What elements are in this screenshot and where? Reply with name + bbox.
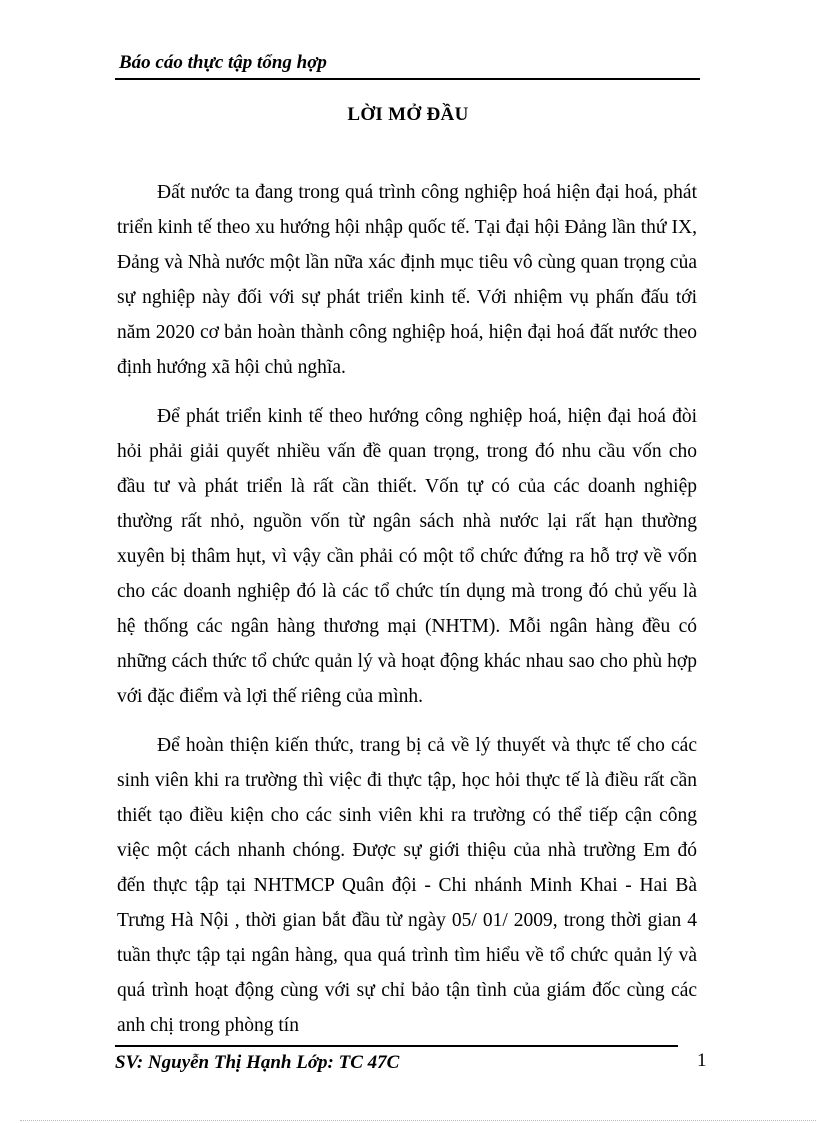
page-number: 1: [697, 1050, 707, 1071]
footer-divider: [115, 1045, 678, 1047]
paragraph-1: Đất nước ta đang trong quá trình công nghiệp hoá hiện đại hoá, phát triển kinh tế theo xu hướng hội nhập quốc tế. Tại đại hội Đảng lần thứ IX, Đảng và Nhà nước một lần nữa xác định mục tiêu vô cùng quan trọng của sự nghiệp này đối với sự phát triển kinh tế. Với nhiệm vụ phấn đấu tới năm 2020 cơ bản hoàn thành công nghiệp hoá, hiện đại hoá đất nước theo định hướng xã hội chủ nghĩa.: [117, 182, 697, 378]
document-heading: LỜI MỞ ĐẦU: [347, 104, 469, 125]
paragraph-3: Để hoàn thiện kiến thức, trang bị cả về lý thuyết và thực tế cho các sinh viên khi ra trường thì việc đi thực tập, học hỏi thực tế là điều rất cần thiết tạo điều kiện cho các sinh viên khi ra trường có thể tiếp cận công việc một cách nhanh chóng. Được sự giới thiệu của nhà trường Em đó đến thực tập tại NHTMCP Quân đội - Chi nhánh Minh Khai - Hai Bà Trưng Hà Nội , thời gian bắt đầu từ ngày 05/ 01/ 2009, trong thời gian 4 tuần thực tập tại ngân hàng, qua quá trình tìm hiểu về tổ chức quản lý và quá trình hoạt động cùng với sự chỉ bảo tận tình của giám đốc cùng các anh chị trong phòng tín: [117, 735, 697, 1036]
page-bottom-edge: [20, 1120, 816, 1121]
document-body: [117, 175, 697, 1043]
paragraph-2: Để phát triển kinh tế theo hướng công nghiệp hoá, hiện đại hoá đòi hỏi phải giải quyết nhiều vấn đề quan trọng, trong đó nhu cầu vốn cho đầu tư và phát triển là rất cần thiết. Vốn tự có của các doanh nghiệp thường rất nhỏ, nguồn vốn từ ngân sách nhà nước lại rất hạn thường xuyên bị thâm hụt, vì vậy cần phải có một tổ chức đứng ra hỗ trợ về vốn cho các doanh nghiệp đó là các tổ chức tín dụng mà trong đó chủ yếu là hệ thống các ngân hàng thương mại (NHTM). Mỗi ngân hàng đều có những cách thức tổ chức quản lý và hoạt động khác nhau sao cho phù hợp với đặc điểm và lợi thế riêng của mình.: [117, 406, 697, 707]
header-title: Báo cáo thực tập tổng hợp: [119, 52, 327, 73]
page-header: [115, 50, 700, 80]
footer-author: SV: Nguyễn Thị Hạnh Lớp: TC 47C: [115, 1052, 400, 1073]
